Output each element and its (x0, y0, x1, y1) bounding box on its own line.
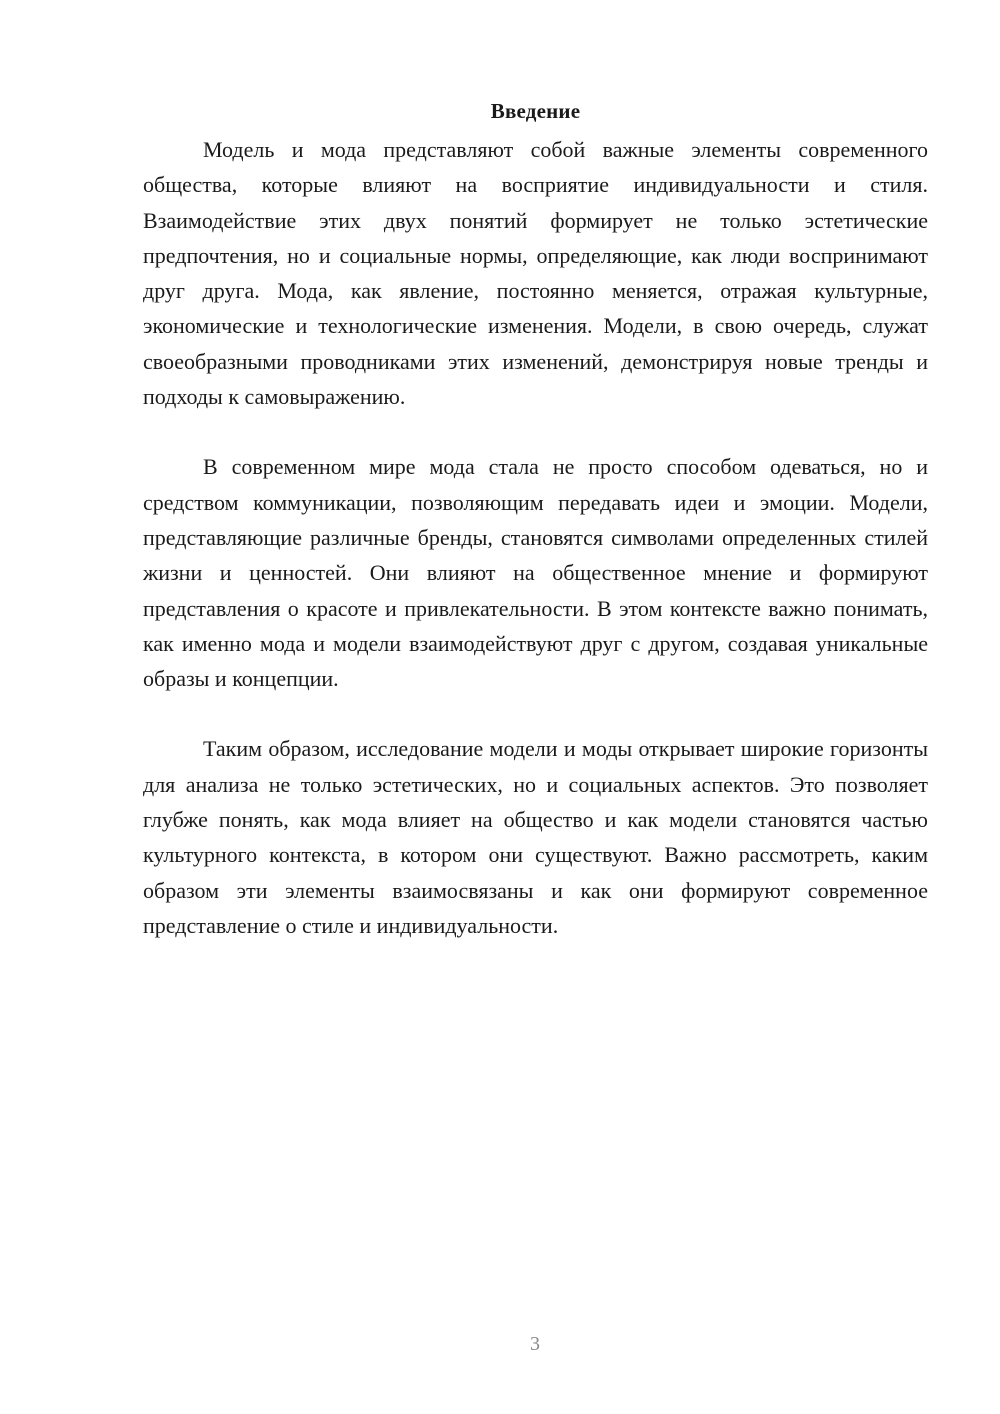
paragraph-1: Модель и мода представляют собой важные элементы современного общества, которые влияют на восприятие индивидуальности и стиля. Взаимодействие этих двух понятий формирует не только эстетические предпочтения, но и социальные нормы, определяющие, как люди воспринимают друг друга. Мода, как явление, постоянно меняется, отражая культурные, экономические и технологические изменения. Модели, в свою очередь, служат своеобразными проводниками этих изменений, демонстрируя новые тренды и подходы к самовыражению. (143, 137, 928, 410)
paragraph-2: В современном мире мода стала не просто способом одеваться, но и средством коммуникации, позволяющим передавать идеи и эмоции. Модели, представляющие различные бренды, становятся символами определенных стилей жизни и ценностей. Они влияют на общественное мнение и формируют представления о красоте и привлекательности. В этом контексте важно понимать, как именно мода и модели взаимодействуют друг с другом, создавая уникальные образы и концепции. (143, 454, 928, 692)
paragraph-3: Таким образом, исследование модели и моды открывает широкие горизонты для анализа не только эстетических, но и социальных аспектов. Это позволяет глубже понять, как мода влияет на общество и как модели становятся частью культурного контекста, в котором они существуют. Важно рассмотреть, каким образом эти элементы взаимосвязаны и как они формируют современное представление о стиле и индивидуальности. (143, 736, 928, 938)
page-number: 3 (530, 1333, 540, 1355)
page-content (143, 96, 928, 943)
section-heading: Введение (490, 99, 581, 123)
